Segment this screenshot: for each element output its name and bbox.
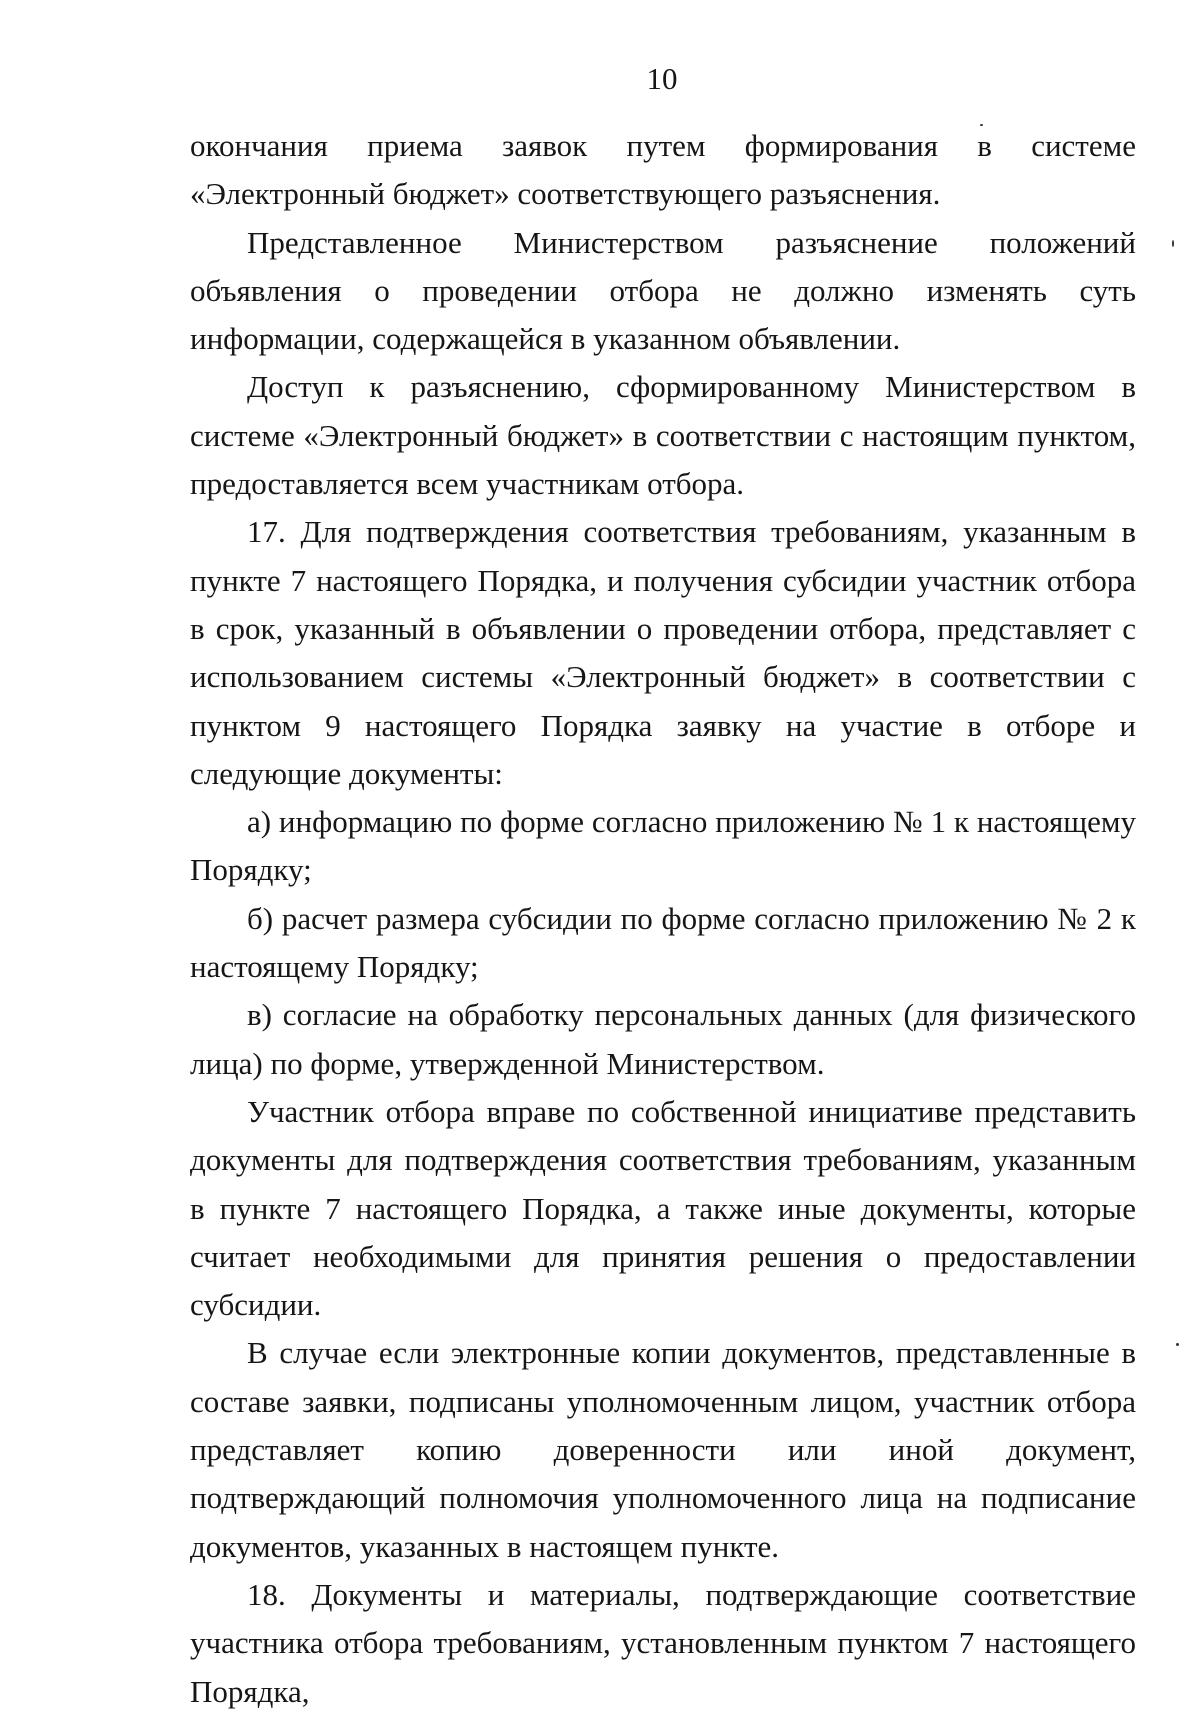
paragraph-item-17: 17. Для подтверждения соответствия требованиям, указанным в пункте 7 настоящего Порядка, и получения субсидии участник отбора в срок, указанный в объявлении о проведении отбора, представляет с использованием системы «Электронный бюджет» в соответствии с пунктом 9 настоящего Порядка заявку на участие в отборе и следующие документы:: [190, 514, 1136, 791]
scan-speck: [1172, 240, 1174, 247]
paragraph-clarification-access: Доступ к разъяснению, сформированному Министерством в системе «Электронный бюджет» в соответствии с настоящим пунктом, предоставляется всем участникам отбора.: [190, 369, 1136, 502]
paragraph-continuation: окончания приема заявок путем формирования в системе «Электронный бюджет» соответствующего разъяснения.: [190, 128, 1136, 212]
paragraph-item-18: 18. Документы и материалы, подтверждающие соответствие участника отбора требованиям, установленным пунктом 7 настоящего Порядка,: [190, 1576, 1136, 1709]
paragraph-authorized-person: В случае если электронные копии документов, представленные в составе заявки, подписаны уполномоченным лицом, участник отбора представляет копию доверенности или иной документ, подтверждающий полномочия уполномоченного лица на подписание документов, указанных в настоящем пункте.: [190, 1335, 1136, 1564]
paragraph-item-17b: б) расчет размера субсидии по форме согласно приложению № 2 к настоящему Порядку;: [190, 900, 1136, 985]
page-number: 10: [646, 61, 678, 96]
paragraph-item-17a: а) информацию по форме согласно приложению № 1 к настоящему Порядку;: [190, 804, 1136, 888]
paragraph-item-17c: в) согласие на обработку персональных данных (для физического лица) по форме, утвержденной Министерством.: [190, 997, 1136, 1081]
scan-speck: [1176, 1343, 1179, 1346]
document-body: [190, 122, 1136, 1716]
scan-speck: [980, 124, 983, 126]
paragraph-clarification-content: Представленное Министерством разъяснение положений объявления о проведении отбора не должно изменять суть информации, содержащейся в указанном объявлении.: [190, 224, 1136, 357]
paragraph-own-initiative: Участник отбора вправе по собственной инициативе представить документы для подтверждения соответствия требованиям, указанным в пункте 7 настоящего Порядка, а также иные документы, которые считает необходимыми для принятия решения о предоставлении субсидии.: [190, 1093, 1136, 1323]
